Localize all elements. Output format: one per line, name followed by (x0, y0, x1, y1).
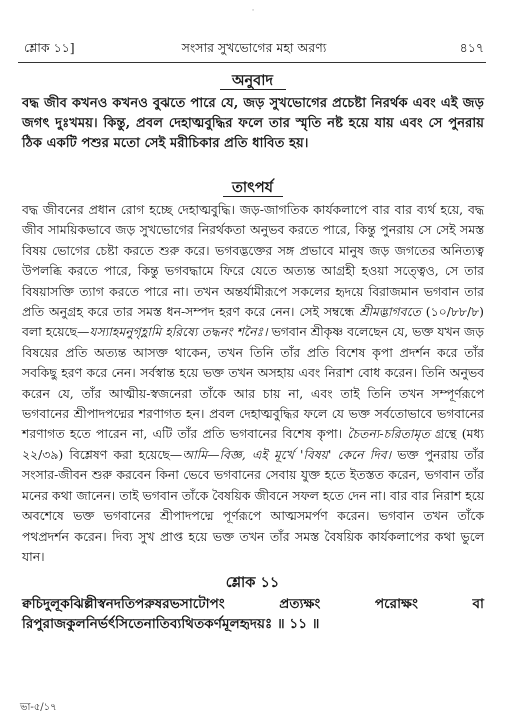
verse-title: শ্লোক ১১ (225, 574, 280, 591)
purport-text (22, 200, 484, 567)
purport-part-4: গ্রন্থে (মধ্য ২২/৩৯) বিশ্লেষণ করা হয়েছে— (22, 426, 484, 462)
header-chapter-title: সংসার সুখভোগের মহা অরণ্য (181, 40, 327, 55)
page-top-mark: · (251, 6, 255, 16)
translation-title-underline (220, 89, 286, 90)
translation-title: অনুবাদ (231, 72, 274, 89)
signature-mark: ভা-৫/১৭ (20, 702, 57, 713)
purport-source-1: শ্রীমদ্ভাগবতে (359, 304, 421, 320)
translation-text: বদ্ধ জীব কখনও কখনও বুঝতে পারে যে, জড় সুখভোগের প্রচেষ্টা নিরর্থক এবং এই জড় জগৎ দুঃখময়। কিন্তু, প্রবল দেহাত্মবুদ্ধির ফলে তার স্মৃতি নষ্ট হয়ে যায় এবং সে পুনরায় ঠিক একটি পশুর মতো সেই মরীচিকার প্রতি ধাবিত হয়। (22, 96, 484, 151)
purport-source-2: চৈতন্য-চরিতামৃত (347, 426, 430, 442)
purport-title: তাৎপর্য (231, 179, 274, 196)
purport-quote-1: যস্যাহমনুগৃহ্ণামি হরিষ্যে তদ্ধনং শনৈঃ। (89, 324, 268, 340)
purport-part-1: বদ্ধ জীবনের প্রধান রোগ হচ্ছে দেহাত্মবুদ্ধি। জড়-জাগতিক কার্যকলাপে বার বার ব্যর্থ হয়ে, বদ্ধ জীব সাময়িকভাবে জড় সুখভোগের নিরর্থকতা অনুভব করতে পারে, কিন্তু পুনরায় সে সেই সমস্ত বিষয় ভোগের চেষ্টা করতে শুরু করে। ভগবদ্ভক্তের সঙ্গ প্রভাবে মানুষ জড় জগতের অনিত্যত্ব উপলব্ধি করতে পারে, কিন্তু ভগবদ্ধামে ফিরে যেতে অত্যন্ত আগ্রহী হওয়া সত্ত্বেও, সে তার বিষয়াসক্তি ত্যাগ করতে পারে না। তখন অন্তর্যামীরূপে সকলের হৃদয়ে বিরাজমান ভগবান তার প্রতি অনুগ্রহ করে তার সমস্ত ধন-সম্পদ হরণ করে নেন। সেই সম্বন্ধে (22, 202, 484, 320)
purport-part-3: ভগবান শ্রীকৃষ্ণ বলেছেন যে, ভক্ত যখন জড় বিষয়ের প্রতি অত্যন্ত আসক্ত থাকেন, তখন তিনি তাঁর প্রতি বিশেষ কৃপা প্রদর্শন করে তাঁর সবকিছু হরণ করে নেন। সর্বস্বান্ত হয়ে ভক্ত তখন অসহায় এবং নিরাশ বোধ করেন। তিনি অনুভব করেন যে, তাঁর আত্মীয়-স্বজনেরা তাঁকে আর চায় না, এবং তাই তিনি তখন সম্পূর্ণরূপে ভগবানের শ্রীপাদপদ্মের শরণাগত হন। প্রবল দেহাত্মবুদ্ধির ফলে যে ভক্ত সর্বতোভাবে ভগবানের শরণাগত হতে পারেন না, এটি তাঁর প্রতি ভগবানের বিশেষ কৃপা। (22, 324, 484, 442)
header-verse-ref: শ্লোক ১১] (24, 40, 75, 55)
running-header (24, 40, 484, 60)
purport-part-2: (১০/৮৮/৮) বলা হয়েছে— (22, 304, 484, 340)
verse-text: ক্বচিদুলূকঝিল্লীস্বনদতিপরুষরভসাটোপং প্রত্যক্ষং পরোক্ষং বা রিপুরাজকুলনির্ভর্ৎসিতেনাতিব্যথিতকর্ণমূলহৃদয়ঃ ॥ ১১ ॥ (22, 596, 484, 632)
purport-title-underline (223, 196, 283, 197)
purport-part-5: ভক্ত পুনরায় তাঁর সংসার-জীবন শুরু করবেন কিনা ভেবে ভগবানের সেবায় যুক্ত হতে ইতস্তত করেন, ভগবান তাঁর মনের কথা জানেন। তাই ভগবান তাঁকে বৈষয়িক জীবনে সফল হতে দেন না। বার বার নিরাশ হয়ে অবশেষে ভক্ত ভগবানের শ্রীপাদপদ্মে পূর্ণরূপে আত্মসমর্পণ করেন। ভগবান তখন তাঁকে পথপ্রদর্শন করেন। দিব্য সুখ প্রাপ্ত হয়ে ভক্ত তখন তাঁর সমস্ত বৈষয়িক কার্যকলাপের কথা ভুলে যান। (22, 446, 484, 564)
header-rule (18, 62, 486, 63)
page-number: ৪১৭ (459, 40, 484, 55)
purport-quote-2: আমি—বিজ্ঞ, এই মূর্খে 'বিষয়' কেনে দিব। (182, 446, 392, 462)
